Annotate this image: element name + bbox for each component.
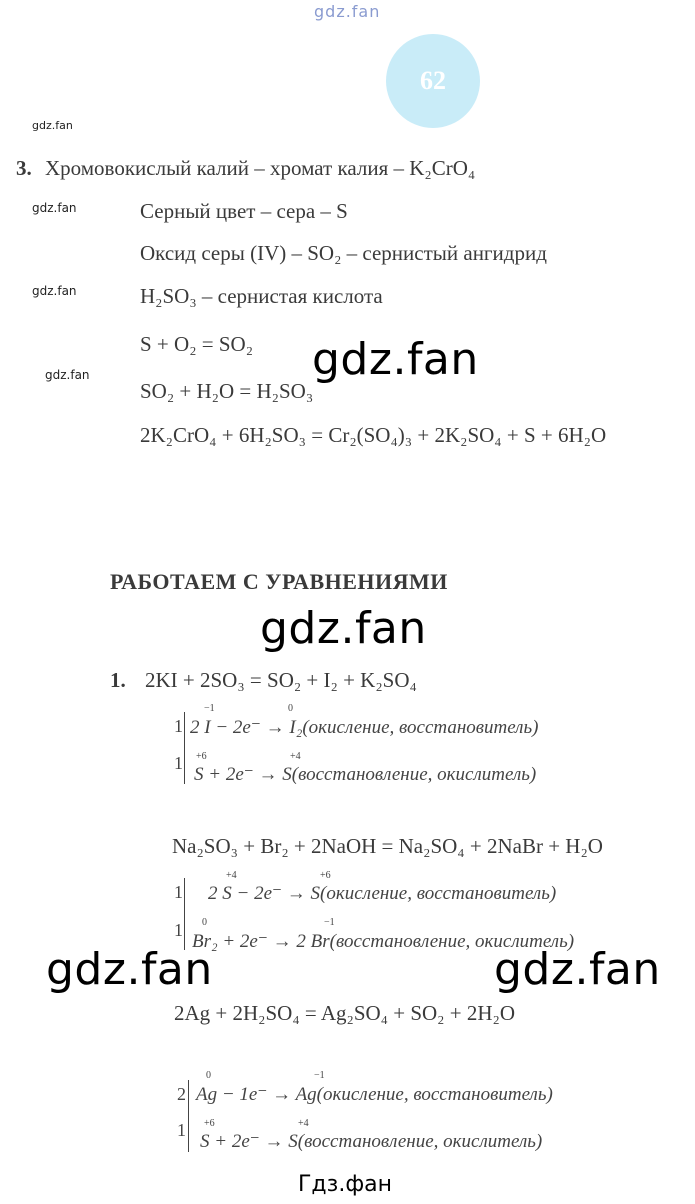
oxidation-state: +6 (204, 1118, 215, 1129)
half-reaction-note: (восстановление, окислитель) (297, 1131, 543, 1152)
balance-coef: 2 (177, 1084, 186, 1104)
section-heading: РАБОТАЕМ С УРАВНЕНИЯМИ (110, 569, 448, 594)
watermark-small: gdz.fan (32, 201, 77, 215)
half-reaction-left: 2 S − 2e⁻ → (208, 883, 306, 904)
half-reaction (196, 1083, 553, 1106)
half-reaction-note: (восстановление, окислитель) (329, 931, 575, 952)
oxidation-state: −1 (204, 703, 215, 714)
oxidation-state: +6 (196, 751, 207, 762)
half-reaction (190, 716, 538, 739)
half-reaction-note: (окисление, восстановитель) (320, 883, 557, 904)
section-text: Хромовокислый калий – хромат калия – K₂CrO₄ (45, 156, 476, 180)
task-1-equation-3: 2Ag + 2H₂SO₄ = Ag₂SO₄ + SO₂ + 2H₂O (174, 1001, 516, 1025)
balance-coef: 1 (177, 1120, 186, 1140)
balance-coef: 1 (174, 716, 183, 736)
section-3-line-2: Серный цвет – сера – S (140, 199, 348, 223)
oxidation-state: +4 (298, 1118, 309, 1129)
watermark-big: gdz.fan (312, 334, 479, 385)
half-reaction-note: (восстановление, окислитель) (291, 764, 537, 785)
half-reaction-note: (окисление, восстановитель) (302, 717, 539, 738)
half-reaction-left: 2 I − 2e⁻ → (190, 717, 285, 738)
watermark-big: gdz.fan (46, 944, 213, 995)
equation: 2K₂CrO₄ + 6H₂SO₃ = Cr₂(SO₄)₃ + 2K₂SO₄ + S + 6H₂O (140, 423, 607, 447)
section-3-line-3: Оксид серы (IV) – SO₂ – сернистый ангидрид (140, 241, 547, 265)
watermark-big: gdz.fan (494, 944, 661, 995)
watermark-small: gdz.fan (32, 284, 77, 298)
half-reaction-right: S (282, 764, 292, 785)
watermark-big: gdz.fan (260, 603, 427, 654)
half-reaction-left: S + 2e⁻ → (200, 1131, 284, 1152)
balance-coef: 1 (174, 882, 183, 902)
task-number: 1. (110, 668, 126, 692)
page-number: 62 (420, 66, 446, 95)
half-reaction (208, 882, 556, 905)
balance-bar (184, 712, 185, 784)
balance-coef: 1 (174, 920, 183, 940)
balance-bar (188, 1080, 189, 1152)
oxidation-state: 0 (206, 1070, 211, 1081)
half-reaction-right: S (288, 1131, 298, 1152)
half-reaction-right: I₂ (289, 717, 303, 738)
task-1-equation-2: Na₂SO₃ + Br₂ + 2NaOH = Na₂SO₄ + 2NaBr + H₂O (172, 834, 603, 858)
oxidation-state: −1 (314, 1070, 325, 1081)
half-reaction-note: (окисление, восстановитель) (316, 1084, 553, 1105)
oxidation-state: 0 (202, 917, 207, 928)
section-3-line-1 (16, 156, 475, 181)
oxidation-state: +6 (320, 870, 331, 881)
oxidation-state: 0 (288, 703, 293, 714)
equation-text: 2KI + 2SO₃ = SO₂ + I₂ + K₂SO₄ (145, 668, 417, 692)
equation: SO₂ + H₂O = H₂SO₃ (140, 379, 314, 403)
page-number-badge (386, 34, 480, 128)
oxidation-state: +4 (226, 870, 237, 881)
half-reaction-right: Br (310, 931, 330, 952)
section-3-line-4: H₂SO₃ – сернистая кислота (140, 284, 383, 308)
half-reaction-right: S (310, 883, 321, 904)
half-reaction-left: S + 2e⁻ → (194, 764, 278, 785)
watermark-small: gdz.fan (45, 368, 90, 382)
balance-coef: 1 (174, 753, 183, 773)
watermark-small: gdz.fan (32, 119, 73, 132)
task-1-equation-1 (110, 668, 417, 693)
half-reaction (194, 763, 536, 786)
half-reaction-left: Ag − 1e⁻ → (196, 1084, 292, 1105)
equation: S + O₂ = SO₂ (140, 332, 254, 356)
half-reaction-left: Br₂ + 2e⁻ → 2 (192, 931, 306, 952)
balance-bar (184, 878, 185, 950)
oxidation-state: −1 (324, 917, 335, 928)
watermark-top: gdz.fan (314, 2, 381, 21)
section-number: 3. (16, 156, 32, 180)
half-reaction (200, 1130, 542, 1153)
half-reaction-right: Ag (295, 1084, 317, 1105)
oxidation-state: +4 (290, 751, 301, 762)
watermark-bottom: Гдз.фан (298, 1172, 392, 1197)
